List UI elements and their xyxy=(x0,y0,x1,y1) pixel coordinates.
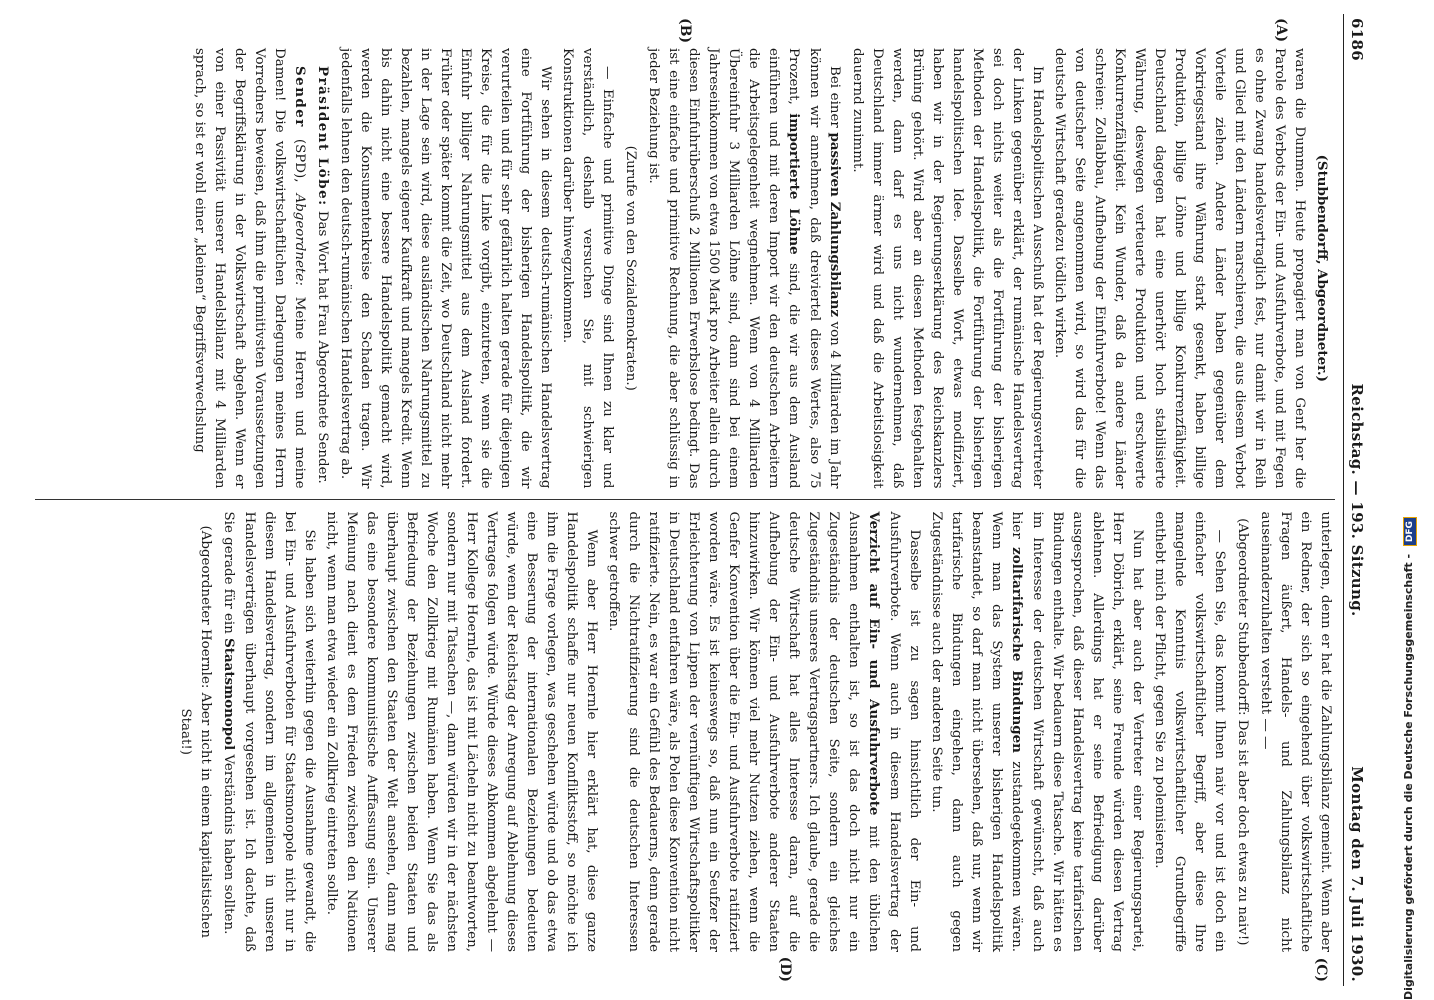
session-date: Montag den 7. Juli 1930. xyxy=(1348,766,1366,982)
text-run: Verständnis haben sollten. xyxy=(221,750,236,935)
text-columns xyxy=(35,14,1335,986)
paragraph: Wir sehen in diesem deutsch-rumänischen Handelsvertrag eine Fortführung der bisherigen Handelspolitik, die wir verurteilen und für sehr gefährlich halten gerade für diejenigen Kreise, die für die Linke vorgibt, einzutreten, wenn sie die Einfuhr billiger Nahrungsmittel aus dem Ausland fordert. Früher oder später kommt die Zeit, wo Deutschland nicht mehr in der Lage sein wird, diese ausländischen Nahrungsmittel zu bezahlen, mangels eigener Kaufkraft und mangels Kredit. Wenn bis dahin nicht eine bessere Handelspolitik gemacht wird, werden die Konsumentenkreise den Schaden tragen. Wir jedenfalls lehnen den deutsch-rumänischen Handelsvertrag ab. xyxy=(338,48,553,489)
interjection: (Zurufe von den Sozialdemokraten.) xyxy=(623,145,638,391)
margin-marker-d: (D) xyxy=(777,956,793,982)
speech-start xyxy=(189,48,310,489)
president-statement xyxy=(312,48,333,489)
digitization-credit xyxy=(1392,0,1434,1000)
text-run: sind, die wir aus dem Ausland einführen und mit deren Import wir den deutschen Arbeitern die Arbeitsgelegenheit wegnehmen. Wenn von 4 Milliarden Übereinfuhr 3 Milliarden Löhne sind, dann sind bei einem Jahreseinkommen von etwa 1500 Mark pro Arbeiter allein durch diesen Einfuhrüberschuß 2 Millionen Erwerbslose bedingt. Das ist eine einfache und primitive Rechnung, die aber schlüssig in jeder Beziehung ist. xyxy=(646,48,801,489)
interjection: (Abgeordneter Hoernle: Aber nicht in einem kapitalistischen Staat!) xyxy=(178,525,213,938)
margin-marker-b: (B) xyxy=(677,18,693,44)
speaker-role: Abgeordnete: xyxy=(292,193,307,286)
paragraph: Im Handelspolitischen Ausschuß hat der Regierungsvertreter der Linken gegenüber erklärt, der rumänische Handelsvertrag sei doch nichts weiter als die Fortführung der bisherigen Methoden der Handelspolitik, die Fortführung der bisherigen handelspolitischen Idee. Dasselbe Wort, etwas modifiziert, haben wir in der Regierungserklärung des Reichskanzlers Brüning gehört. Wird aber an diesen Methoden festgehalten werden, dann darf es uns nicht wundernehmen, daß Deutschland immer ärmer wird und daß die Arbeitslosigkeit dauernd zunimmt. xyxy=(850,48,1045,489)
emphasis-passive-zahlungsbilanz: passiven Zahlungsbilanz xyxy=(827,132,843,317)
text-run: Sie haben sich weiterhin gegen die Ausnahme gewandt, die bei Ein- und Ausfuhrverboten für Staatsmonopole nicht nur in diesem Handelsvertrag, sondern im allgemeinen in unseren Handelsverträgen überhaupt vorgesehen ist. Ich dachte, daß Sie gerade für ein xyxy=(221,511,317,952)
text-run: Das Wort hat Frau Abgeordnete Sender. xyxy=(315,206,330,484)
credit-text-wrapper xyxy=(1402,20,1417,1000)
dfg-logo: DFG xyxy=(1403,517,1417,546)
text-run: von 4 Milliarden im Jahr können wir annehmen, daß dreiviertel dieses Wertes, also 75 Prozent, xyxy=(786,48,842,489)
paragraph: — Sehen Sie, das kommt Ihnen naiv vor und ist doch ein einfacher volkswirtschaftlicher Begriff, aber diese Ihre mangelnde Kenntnis volkswirtschaftlicher Grundbegriffe enthebt mich der Pflicht, gegen Sie zu polemisieren. xyxy=(1152,511,1227,952)
paragraph: unterlegen, denn er hat die Zahlungsbilanz gemeint. Wenn aber ein Redner, der sich so eingehend über volkswirtschaftliche Fragen äußert, Handels- und Zahlungsbilanz nicht auseinanderzuhalten versteht — — xyxy=(1258,511,1333,952)
text-run: zustandegekommen wären. Wenn man das System unserer bisherigen Handelspolitik beanstandet, so darf man nicht übersehen, daß nur, wenn wir tarifarische Bindungen eingehen, dann auch gegen Zugeständnisse auch der anderen Seite tun. xyxy=(929,511,1024,952)
interjection: (Abgeordneter Stubbendorff: Das ist aber doch etwas zu naiv!) xyxy=(1235,518,1250,946)
emphasis-staatsmonopol: Staatsmonopol xyxy=(221,638,237,751)
speaker-party: (SPD), xyxy=(292,127,307,194)
text-run: Nun hat aber auch der Vertreter einer Regierungspartei, Herr Döbrich, erklärt, seine Freunde würden diesen Vertrag ablehnen. Allerdings hat er seine Befriedigung darüber ausgesprochen, daß dieser Handelsvertrag keine tarifarischen Bindungen enthalte. Wir bedauern diese Tatsache. Wir hätten es im Interesse der deutschen Wirtschaft gewünscht, daß auch hier xyxy=(1009,511,1145,952)
right-column xyxy=(35,499,1335,987)
paragraph xyxy=(603,512,924,953)
emphasis-importierte-loehne: importierte Löhne xyxy=(786,113,802,255)
session-title: Reichstag. — 193. Sitzung. xyxy=(1348,383,1366,617)
speaker-name: Präsident Löbe: xyxy=(315,66,331,207)
text-run: Bei einer xyxy=(827,66,842,133)
page-number: 6186 xyxy=(1348,18,1366,61)
text-run: Dasselbe ist zu sagen hinsichtlich der Ein- und Ausfuhrverbote. Wenn auch in diesem Handelsvertrag der xyxy=(887,511,922,952)
text-run: Meine Herren und meine Damen! Die volkswirtschaftlichen Darlegungen meines Herrn Vorredners beweisen, daß ihm die primitivsten Voraussetzungen der Begriffsklärung in der Volkswirtschaft abgehen. Wenn er von einer Passivität unserer Handelsbilanz mit 4 Milliarden sprach, so ist er wohl einer „kleinen“ Begriffsverwechslung xyxy=(192,48,307,489)
paragraph xyxy=(926,512,1147,953)
paragraph xyxy=(643,48,845,489)
page-header xyxy=(1343,14,1370,986)
paragraph: — Einfache und primitive Dinge sind Ihnen zu klar und verständlich, deshalb versuchen Sie, mit schwierigen Konstruktionen darüber hinwegzukommen. xyxy=(560,48,615,489)
margin-marker-a: (A) xyxy=(1273,18,1289,43)
speaker-name: Sender xyxy=(292,66,308,128)
speaker-continuation: (Stubbendorff, Abgeordneter.) xyxy=(1314,154,1330,382)
text-run: mit den üblichen Ausnahmen enthalten ist, so ist das doch nicht nur ein Zugeständnis der deutschen Seite, sondern ein gleiches Zugeständnis unseres Vertragspartners. Ich glaube, gerade die deutsche Wirtschaft hat alles Interesse daran, auf die Aufhebung der Ein- und Ausfuhrverbote anderer Staaten hinzuwirken. Wir können viel mehr Nutzen ziehen, wenn die Genfer Konvention über die Ein- und Ausfuhrverbote ratifiziert worden wäre. Es ist keineswegs so, daß nun ein Seufzer der Erleichterung von Lippen der vernünftigen Wirtschaftspolitiker in Deutschland entfahren wäre, als Polen diese Konvention nicht ratifizierte. Nein, es war ein Gefühl des Bedauerns, denn gerade durch die Nichtratifizierung sind die deutschen Interessen schwer getroffen. xyxy=(606,511,881,953)
emphasis-zolltarifarische-bindungen: zolltarifarische Bindungen xyxy=(1009,547,1025,753)
margin-marker-c: (C) xyxy=(1313,957,1329,982)
paragraph: waren die Dummen. Heute propagiert man von Genf her die Parole des Verbots der Ein- und Ausfuhrverbote, und mit Fegen es ohne Zwang handelsvertraglich fest, nur damit wir in Reih und Glied mit den Ländern marschieren, die aus diesem Verbot Vorteile ziehen. Andere Länder haben gegenüber dem Vorkriegsstand ihre Währung stark gesenkt, haben billige Produktion, billige Löhne und billige Konkurrenzfähigkeit. Deutschland dagegen hat eine unerhört hoch stabilisierte Währung, deswegen verteuerte Produktion und erschwerte Konkurrenzfähigkeit. Kein Wunder, daß da andere Länder schreien: Zollabbau, Aufhebung der Einfuhrverbote! Wenn das von deutscher Seite angenommen wird, so wird das für die deutsche Wirtschaft geradezu tödlich wirken. xyxy=(1052,48,1307,489)
left-column xyxy=(35,14,1335,499)
emphasis-verzicht: Verzicht auf Ein- und Ausfuhrverbote xyxy=(866,511,882,816)
credit-text: Digitalisierung gefördert durch die Deutsche Forschungsgemeinschaft - xyxy=(1402,553,1415,1000)
paragraph: Wenn aber Herr Hoernle hier erklärt hat, diese ganze Handelspolitik schaffe nur neuen Konfliktsstoff, so möchte ich ihm die Frage vorlegen, was geschehen würde und ob das etwa eine Besserung der internationalen Beziehungen bedeuten würde, wenn der Reichstag der Anregung auf Ablehnung dieses Vertrages folgen würde. Würde dieses Abkommen abgelehnt — Herr Kollege Hoernle, das ist mit Lächeln nicht zu beantworten, sondern nur mit Tatsachen —, dann würden wir in der nächsten Woche den Zollkrieg mit Rumänien haben. Wenn Sie das als Befriedung der Beziehungen zwischen beiden Staaten und überhaupt zwischen den Staaten der Welt ansehen, dann mag das eine besondere kommunistische Auffassung sein. Unserer Meinung nach dient es dem Frieden zwischen den Nationen nicht, wenn man etwa wieder ein Zollkrieg eintreten sollte. xyxy=(324,511,599,952)
paragraph xyxy=(218,512,319,953)
